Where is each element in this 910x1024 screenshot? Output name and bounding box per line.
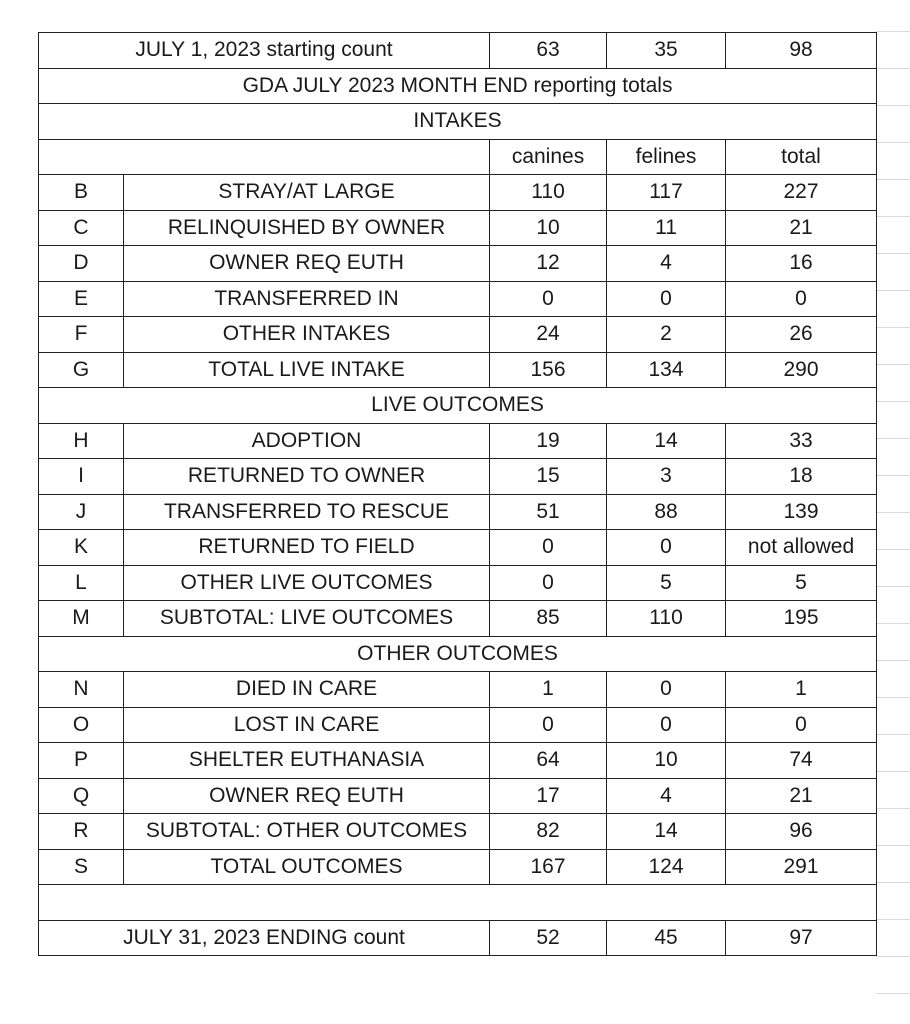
row-label[interactable]: OWNER REQ EUTH (124, 778, 490, 814)
row-total[interactable]: 1 (726, 672, 877, 708)
row-canines[interactable]: 82 (490, 814, 607, 850)
row-felines[interactable]: 117 (607, 175, 726, 211)
starting-total[interactable]: 98 (726, 33, 877, 69)
row-total[interactable]: 139 (726, 494, 877, 530)
row-felines[interactable]: 14 (607, 423, 726, 459)
gridline (876, 438, 910, 439)
table-row (39, 849, 877, 885)
row-felines[interactable]: 134 (607, 352, 726, 388)
row-total[interactable]: 21 (726, 778, 877, 814)
starting-felines[interactable]: 35 (607, 33, 726, 69)
gridline (876, 549, 910, 550)
ending-canines[interactable]: 52 (490, 920, 607, 956)
row-canines[interactable]: 19 (490, 423, 607, 459)
row-code[interactable]: C (39, 210, 124, 246)
row-canines[interactable]: 24 (490, 317, 607, 353)
gridline (876, 919, 910, 920)
row-label[interactable]: STRAY/AT LARGE (124, 175, 490, 211)
row-label[interactable]: TOTAL OUTCOMES (124, 849, 490, 885)
row-felines[interactable]: 110 (607, 601, 726, 637)
row-canines[interactable]: 156 (490, 352, 607, 388)
other-outcomes-header-row (39, 636, 877, 672)
intakes-header-row (39, 104, 877, 140)
gridline (876, 734, 910, 735)
row-canines[interactable]: 110 (490, 175, 607, 211)
row-code[interactable]: F (39, 317, 124, 353)
starting-count-label[interactable]: JULY 1, 2023 starting count (39, 33, 490, 69)
other-outcomes-header[interactable]: OTHER OUTCOMES (39, 636, 877, 672)
row-label[interactable]: DIED IN CARE (124, 672, 490, 708)
row-total[interactable]: 16 (726, 246, 877, 282)
row-label[interactable]: TOTAL LIVE INTAKE (124, 352, 490, 388)
row-felines[interactable]: 14 (607, 814, 726, 850)
column-header-canines[interactable]: canines (490, 139, 607, 175)
table-row (39, 743, 877, 779)
row-code[interactable]: E (39, 281, 124, 317)
live-outcomes-header-row (39, 388, 877, 424)
row-felines[interactable]: 3 (607, 459, 726, 495)
table-row (39, 672, 877, 708)
row-label[interactable]: TRANSFERRED IN (124, 281, 490, 317)
starting-canines[interactable]: 63 (490, 33, 607, 69)
row-total[interactable]: 290 (726, 352, 877, 388)
row-label[interactable]: TRANSFERRED TO RESCUE (124, 494, 490, 530)
month-end-report-table (38, 32, 877, 956)
row-code[interactable]: S (39, 849, 124, 885)
row-felines[interactable]: 2 (607, 317, 726, 353)
gridline (876, 882, 910, 883)
row-felines[interactable]: 88 (607, 494, 726, 530)
row-label[interactable]: SUBTOTAL: LIVE OUTCOMES (124, 601, 490, 637)
gridline (876, 142, 910, 143)
row-code[interactable]: H (39, 423, 124, 459)
report-title-row (39, 68, 877, 104)
row-label[interactable]: OTHER LIVE OUTCOMES (124, 565, 490, 601)
gridline (876, 401, 910, 402)
live-outcomes-header[interactable]: LIVE OUTCOMES (39, 388, 877, 424)
row-label[interactable]: OWNER REQ EUTH (124, 246, 490, 282)
column-header-felines[interactable]: felines (607, 139, 726, 175)
row-felines[interactable]: 5 (607, 565, 726, 601)
row-code[interactable]: P (39, 743, 124, 779)
row-felines[interactable]: 11 (607, 210, 726, 246)
row-label[interactable]: RETURNED TO OWNER (124, 459, 490, 495)
row-felines[interactable]: 0 (607, 707, 726, 743)
row-total[interactable]: 0 (726, 281, 877, 317)
row-code[interactable]: G (39, 352, 124, 388)
table-row (39, 175, 877, 211)
gridline (876, 216, 910, 217)
row-canines[interactable]: 51 (490, 494, 607, 530)
row-label[interactable]: LOST IN CARE (124, 707, 490, 743)
row-total[interactable]: 96 (726, 814, 877, 850)
report-title[interactable]: GDA JULY 2023 MONTH END reporting totals (39, 68, 877, 104)
table-row (39, 494, 877, 530)
row-canines[interactable]: 64 (490, 743, 607, 779)
row-label[interactable]: OTHER INTAKES (124, 317, 490, 353)
row-canines[interactable]: 85 (490, 601, 607, 637)
row-code[interactable]: R (39, 814, 124, 850)
row-total[interactable]: 195 (726, 601, 877, 637)
row-label[interactable]: SUBTOTAL: OTHER OUTCOMES (124, 814, 490, 850)
blank-cell[interactable] (39, 885, 877, 921)
table-row (39, 778, 877, 814)
row-felines[interactable]: 4 (607, 246, 726, 282)
row-canines[interactable]: 1 (490, 672, 607, 708)
row-felines[interactable]: 0 (607, 672, 726, 708)
row-canines[interactable]: 167 (490, 849, 607, 885)
row-code[interactable]: B (39, 175, 124, 211)
row-total[interactable]: 0 (726, 707, 877, 743)
table-row (39, 814, 877, 850)
row-total[interactable]: 227 (726, 175, 877, 211)
row-total[interactable]: not allowed (726, 530, 877, 566)
row-label[interactable]: ADOPTION (124, 423, 490, 459)
table-row (39, 246, 877, 282)
row-canines[interactable]: 10 (490, 210, 607, 246)
table-row (39, 210, 877, 246)
gridline (876, 808, 910, 809)
row-code[interactable]: N (39, 672, 124, 708)
table-row (39, 352, 877, 388)
table-row (39, 281, 877, 317)
gridline (876, 364, 910, 365)
row-total[interactable]: 33 (726, 423, 877, 459)
row-canines[interactable]: 12 (490, 246, 607, 282)
starting-count-row (39, 33, 877, 69)
gridline (876, 771, 910, 772)
row-total[interactable]: 291 (726, 849, 877, 885)
gridline (876, 660, 910, 661)
intakes-header[interactable]: INTAKES (39, 104, 877, 140)
row-code[interactable]: I (39, 459, 124, 495)
table-row (39, 530, 877, 566)
row-felines[interactable]: 0 (607, 281, 726, 317)
gridline (876, 105, 910, 106)
row-code[interactable]: Q (39, 778, 124, 814)
row-total[interactable]: 74 (726, 743, 877, 779)
ending-count-row (39, 920, 877, 956)
table-row (39, 707, 877, 743)
row-code[interactable]: K (39, 530, 124, 566)
row-total[interactable]: 18 (726, 459, 877, 495)
column-header-blank[interactable] (39, 139, 490, 175)
row-total[interactable]: 26 (726, 317, 877, 353)
row-canines[interactable]: 0 (490, 565, 607, 601)
row-canines[interactable]: 0 (490, 707, 607, 743)
ending-total[interactable]: 97 (726, 920, 877, 956)
gridline (876, 290, 910, 291)
gridline (876, 697, 910, 698)
row-felines[interactable]: 4 (607, 778, 726, 814)
row-felines[interactable]: 124 (607, 849, 726, 885)
gridline (876, 623, 910, 624)
row-total[interactable]: 21 (726, 210, 877, 246)
row-canines[interactable]: 17 (490, 778, 607, 814)
row-canines[interactable]: 0 (490, 281, 607, 317)
gridline (876, 31, 910, 32)
blank-row (39, 885, 877, 921)
row-code[interactable]: D (39, 246, 124, 282)
column-header-total[interactable]: total (726, 139, 877, 175)
row-total[interactable]: 5 (726, 565, 877, 601)
gridline (876, 993, 910, 994)
gridline (876, 586, 910, 587)
table-row (39, 317, 877, 353)
column-header-row (39, 139, 877, 175)
gridline (876, 475, 910, 476)
sheet-gridlines (876, 31, 910, 993)
row-canines[interactable]: 0 (490, 530, 607, 566)
row-code[interactable]: L (39, 565, 124, 601)
ending-count-label[interactable]: JULY 31, 2023 ENDING count (39, 920, 490, 956)
row-code[interactable]: O (39, 707, 124, 743)
table-row (39, 565, 877, 601)
row-canines[interactable]: 15 (490, 459, 607, 495)
row-code[interactable]: J (39, 494, 124, 530)
table-row (39, 459, 877, 495)
table-row (39, 423, 877, 459)
row-label[interactable]: RETURNED TO FIELD (124, 530, 490, 566)
gridline (876, 179, 910, 180)
gridline (876, 327, 910, 328)
row-code[interactable]: M (39, 601, 124, 637)
table-row (39, 601, 877, 637)
gridline (876, 956, 910, 957)
gridline (876, 845, 910, 846)
row-felines[interactable]: 10 (607, 743, 726, 779)
ending-felines[interactable]: 45 (607, 920, 726, 956)
gridline (876, 512, 910, 513)
row-label[interactable]: RELINQUISHED BY OWNER (124, 210, 490, 246)
row-felines[interactable]: 0 (607, 530, 726, 566)
gridline (876, 253, 910, 254)
gridline (876, 68, 910, 69)
row-label[interactable]: SHELTER EUTHANASIA (124, 743, 490, 779)
